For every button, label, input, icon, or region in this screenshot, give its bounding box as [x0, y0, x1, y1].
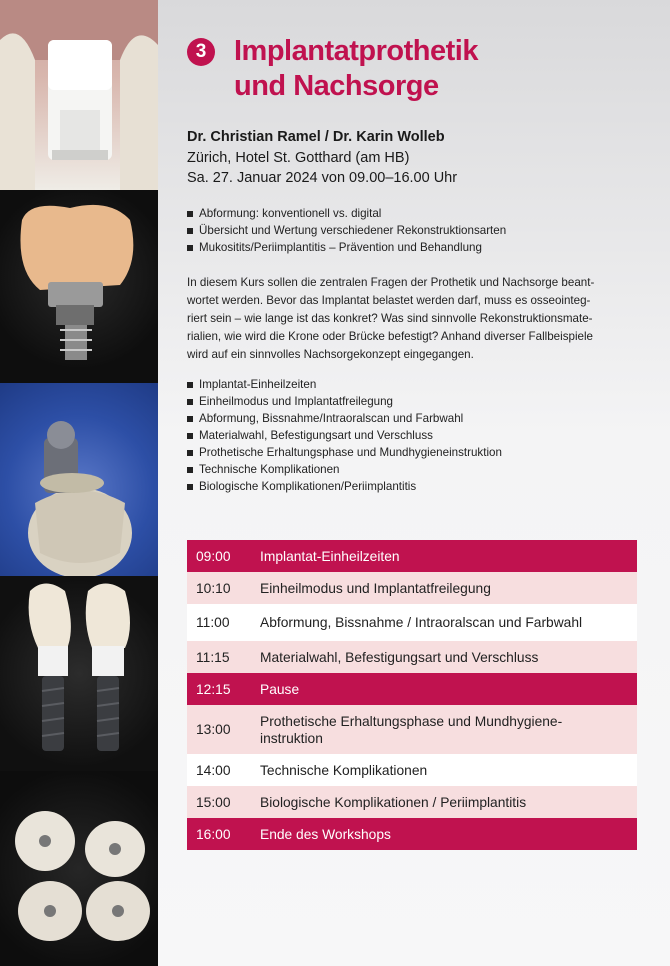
topic-item: Mukositits/Periimplantitis – Prävention und Behandlung — [187, 239, 506, 256]
schedule-label-line: Prothetische Erhaltungsphase und Mundhygiene- — [260, 713, 563, 729]
description-line: wortet werden. Bevor das Implantat belastet werden darf, muss es osseointeg- — [187, 294, 591, 307]
photo-abutment-impression — [0, 383, 158, 576]
photo-crowns-occlusal — [0, 771, 158, 966]
schedule-label: Materialwahl, Befestigungsart und Verschluss — [260, 649, 539, 665]
schedule-label-line: instruktion — [260, 730, 323, 746]
agenda-item: Prothetische Erhaltungsphase und Mundhygieneinstruktion — [187, 444, 502, 461]
schedule-label: Ende des Workshops — [260, 826, 391, 842]
speakers: Dr. Christian Ramel / Dr. Karin Wolleb — [187, 129, 445, 145]
agenda-item: Technische Komplikationen — [187, 461, 502, 478]
event-date: Sa. 27. Januar 2024 von 09.00–16.00 Uhr — [187, 170, 458, 186]
schedule-label: Biologische Komplikationen / Periimplantitis — [260, 794, 527, 810]
description-line: riert sein – wie lange ist das konkret? Was sind sinnvolle Rekonstruktionsmate- — [187, 312, 593, 325]
photo-crown-screw — [0, 190, 158, 383]
schedule-label: Implantat-Einheilzeiten — [260, 548, 400, 564]
description-line: wird auf ein sinnvolles Nachsorgekonzept eingegangen. — [187, 348, 474, 361]
page-title — [234, 34, 478, 104]
schedule-label — [260, 713, 637, 747]
agenda-item: Implantat-Einheilzeiten — [187, 376, 502, 393]
schedule-row — [187, 754, 637, 786]
schedule-row — [187, 673, 637, 705]
schedule-time: 11:15 — [196, 649, 230, 665]
photo-implant-abutment — [0, 0, 158, 190]
agenda-item: Biologische Komplikationen/Periimplantitis — [187, 478, 502, 495]
schedule-row — [187, 786, 637, 818]
topic-list — [187, 205, 506, 256]
agenda-item: Einheilmodus und Implantatfreilegung — [187, 393, 502, 410]
schedule-time: 11:00 — [196, 615, 230, 630]
schedule-time: 09:00 — [196, 548, 231, 564]
description-line: In diesem Kurs sollen die zentralen Fragen der Prothetik und Nachsorge beant- — [187, 276, 595, 289]
title-line-2: und Nachsorge — [234, 70, 439, 102]
schedule-label: Technische Komplikationen — [260, 762, 428, 778]
course-description — [187, 274, 637, 364]
schedule-time: 12:15 — [196, 681, 231, 697]
schedule-time: 13:00 — [196, 722, 231, 737]
title-line-1: Implantatprothetik — [234, 35, 478, 67]
photo-strip — [0, 0, 158, 966]
agenda-item: Materialwahl, Befestigungsart und Verschluss — [187, 427, 502, 444]
schedule-label: Pause — [260, 681, 300, 697]
schedule-time: 10:10 — [196, 580, 231, 596]
description-line: rialien, wie wird die Krone oder Brücke befestigt? Anhand diverser Fallbeispiele — [187, 330, 594, 343]
schedule-row — [187, 572, 637, 604]
schedule-time: 16:00 — [196, 826, 231, 842]
schedule-label: Einheilmodus und Implantatfreilegung — [260, 580, 491, 596]
schedule-row — [187, 818, 637, 850]
schedule-label: Abformung, Bissnahme / Intraoralscan und Farbwahl — [260, 615, 583, 630]
schedule-row — [187, 540, 637, 572]
agenda-list — [187, 376, 502, 495]
venue: Zürich, Hotel St. Gotthard (am HB) — [187, 150, 410, 166]
schedule-row — [187, 705, 637, 754]
schedule-time: 15:00 — [196, 794, 231, 810]
topic-item: Abformung: konventionell vs. digital — [187, 205, 506, 222]
schedule-row — [187, 604, 637, 641]
photo-implants-with-crowns — [0, 576, 158, 771]
topic-item: Übersicht und Wertung verschiedener Rekonstruktionsarten — [187, 222, 506, 239]
schedule-time: 14:00 — [196, 762, 231, 778]
schedule-row — [187, 641, 637, 673]
schedule-table — [187, 540, 637, 850]
agenda-item: Abformung, Bissnahme/Intraoralscan und Farbwahl — [187, 410, 502, 427]
section-number-badge: 3 — [187, 38, 215, 66]
